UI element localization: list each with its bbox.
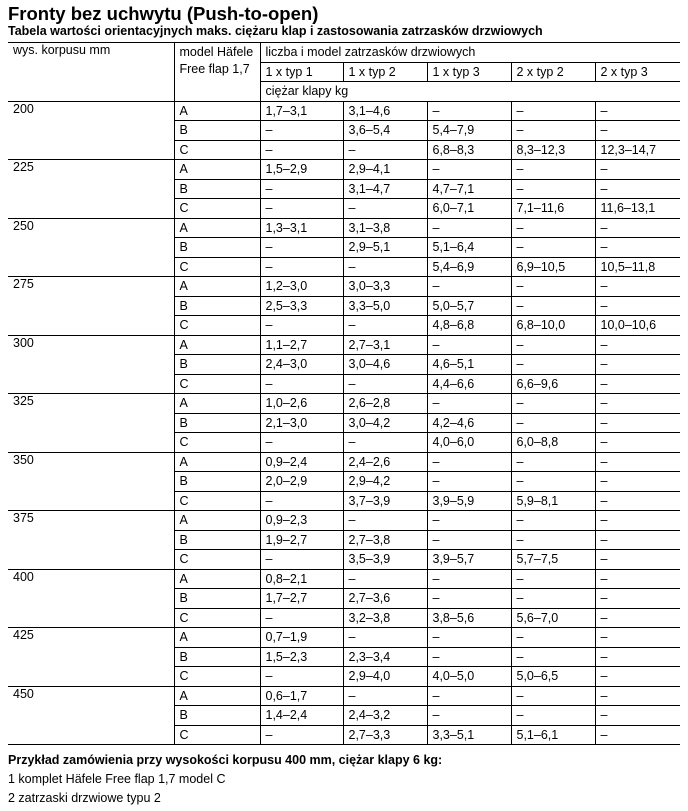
weight-table (8, 42, 680, 745)
weight-cell: 1,5–2,9 (260, 160, 343, 180)
model-cell: B (174, 413, 260, 433)
weight-cell: – (595, 608, 680, 628)
model-cell: C (174, 667, 260, 687)
weight-cell: – (595, 628, 680, 648)
weight-cell: 3,6–5,4 (343, 121, 427, 141)
weight-cell: – (343, 140, 427, 160)
height-cell: 300 (8, 335, 174, 394)
weight-cell: 0,9–2,3 (260, 511, 343, 531)
weight-cell: – (595, 589, 680, 609)
weight-cell: – (260, 433, 343, 453)
weight-cell: – (595, 374, 680, 394)
height-cell: 350 (8, 452, 174, 511)
weight-cell: 0,9–2,4 (260, 452, 343, 472)
header-type: 1 x typ 1 (260, 62, 343, 82)
model-cell: B (174, 589, 260, 609)
model-cell: A (174, 160, 260, 180)
model-cell: A (174, 686, 260, 706)
model-cell: B (174, 647, 260, 667)
weight-cell: – (427, 511, 511, 531)
weight-cell: 2,9–4,1 (343, 160, 427, 180)
weight-cell: – (260, 608, 343, 628)
weight-cell: 1,0–2,6 (260, 394, 343, 414)
weight-cell: – (595, 238, 680, 258)
weight-cell: – (427, 628, 511, 648)
model-cell: B (174, 296, 260, 316)
weight-cell: – (343, 511, 427, 531)
weight-cell: – (595, 667, 680, 687)
weight-cell: – (511, 218, 595, 238)
weight-cell: – (427, 530, 511, 550)
weight-cell: – (427, 394, 511, 414)
weight-cell: – (595, 511, 680, 531)
weight-cell: 3,1–4,7 (343, 179, 427, 199)
example-heading: Przykład zamówienia przy wysokości korpusu 400 mm, ciężar klapy 6 kg: (8, 753, 443, 767)
height-cell: 450 (8, 686, 174, 745)
weight-cell: 5,4–7,9 (427, 121, 511, 141)
weight-cell: 3,2–3,8 (343, 608, 427, 628)
weight-cell: – (511, 706, 595, 726)
weight-cell: 3,5–3,9 (343, 550, 427, 570)
weight-cell: – (427, 277, 511, 297)
weight-cell: 3,0–4,2 (343, 413, 427, 433)
model-cell: B (174, 706, 260, 726)
weight-cell: – (511, 452, 595, 472)
height-cell: 425 (8, 628, 174, 687)
weight-cell: 1,5–2,3 (260, 647, 343, 667)
table-row (8, 628, 680, 648)
weight-cell: – (343, 628, 427, 648)
page-title: Fronty bez uchwytu (Push-to-open) (8, 3, 319, 24)
weight-cell: – (595, 277, 680, 297)
weight-cell: 2,9–4,0 (343, 667, 427, 687)
table-row (8, 511, 680, 531)
weight-cell: – (260, 121, 343, 141)
weight-cell: – (427, 647, 511, 667)
weight-cell: – (511, 121, 595, 141)
weight-cell: – (595, 413, 680, 433)
weight-cell: – (595, 218, 680, 238)
header-group: liczba i model zatrzasków drzwiowych (260, 43, 680, 63)
model-cell: A (174, 218, 260, 238)
model-cell: B (174, 179, 260, 199)
weight-cell: – (595, 296, 680, 316)
table-row (8, 686, 680, 706)
weight-cell: – (260, 316, 343, 336)
weight-cell: 4,6–5,1 (427, 355, 511, 375)
model-cell: A (174, 511, 260, 531)
weight-cell: 2,9–5,1 (343, 238, 427, 258)
example-line: 1 komplet Häfele Free flap 1,7 model C (8, 772, 226, 786)
weight-cell: 11,6–13,1 (595, 199, 680, 219)
model-cell: C (174, 199, 260, 219)
model-cell: A (174, 277, 260, 297)
table-row (8, 569, 680, 589)
weight-cell: – (511, 413, 595, 433)
height-cell: 375 (8, 511, 174, 570)
weight-cell: 2,4–3,0 (260, 355, 343, 375)
weight-cell: – (595, 647, 680, 667)
weight-cell: 5,0–5,7 (427, 296, 511, 316)
height-cell: 400 (8, 569, 174, 628)
weight-cell: 3,9–5,7 (427, 550, 511, 570)
weight-cell: – (511, 101, 595, 121)
weight-cell: 0,8–2,1 (260, 569, 343, 589)
weight-cell: – (511, 569, 595, 589)
weight-cell: – (260, 374, 343, 394)
model-cell: C (174, 374, 260, 394)
weight-cell: 2,9–4,2 (343, 472, 427, 492)
weight-cell: 10,5–11,8 (595, 257, 680, 277)
table-row (8, 335, 680, 355)
header-type: 2 x typ 3 (595, 62, 680, 82)
weight-cell: 2,1–3,0 (260, 413, 343, 433)
weight-cell: – (511, 472, 595, 492)
weight-cell: – (511, 277, 595, 297)
weight-cell: 5,9–8,1 (511, 491, 595, 511)
table-row (8, 160, 680, 180)
weight-cell: – (260, 491, 343, 511)
weight-cell: 4,4–6,6 (427, 374, 511, 394)
weight-cell: – (511, 589, 595, 609)
weight-cell: – (595, 706, 680, 726)
weight-cell: – (511, 335, 595, 355)
model-cell: C (174, 491, 260, 511)
weight-cell: 3,0–3,3 (343, 277, 427, 297)
weight-cell: 1,4–2,4 (260, 706, 343, 726)
weight-cell: – (427, 452, 511, 472)
weight-cell: 2,7–3,8 (343, 530, 427, 550)
weight-cell: – (427, 706, 511, 726)
weight-cell: – (511, 647, 595, 667)
weight-cell: 3,8–5,6 (427, 608, 511, 628)
weight-cell: – (595, 686, 680, 706)
weight-cell: – (595, 569, 680, 589)
weight-cell: 2,0–2,9 (260, 472, 343, 492)
weight-cell: – (427, 686, 511, 706)
weight-cell: 5,1–6,4 (427, 238, 511, 258)
weight-cell: – (595, 530, 680, 550)
weight-cell: 1,3–3,1 (260, 218, 343, 238)
model-cell: B (174, 472, 260, 492)
model-cell: A (174, 335, 260, 355)
table-subtitle: Tabela wartości orientacyjnych maks. ciężaru klap i zastosowania zatrzasków drzwiowych (8, 24, 543, 38)
weight-cell: – (427, 472, 511, 492)
weight-cell: 0,7–1,9 (260, 628, 343, 648)
model-cell: C (174, 257, 260, 277)
header-type: 1 x typ 3 (427, 62, 511, 82)
weight-cell: 6,0–7,1 (427, 199, 511, 219)
weight-cell: – (511, 160, 595, 180)
weight-cell: 5,1–6,1 (511, 725, 595, 745)
weight-cell: 7,1–11,6 (511, 199, 595, 219)
weight-cell: – (343, 374, 427, 394)
weight-cell: – (595, 121, 680, 141)
model-cell: B (174, 530, 260, 550)
table-body (8, 101, 680, 745)
weight-cell: 5,6–7,0 (511, 608, 595, 628)
weight-cell: – (595, 394, 680, 414)
example-line: 2 zatrzaski drzwiowe typu 2 (8, 791, 161, 805)
weight-cell: 3,1–3,8 (343, 218, 427, 238)
model-cell: A (174, 569, 260, 589)
weight-cell: 3,3–5,1 (427, 725, 511, 745)
model-cell: C (174, 550, 260, 570)
weight-cell: 2,5–3,3 (260, 296, 343, 316)
weight-cell: – (343, 686, 427, 706)
weight-cell: – (511, 238, 595, 258)
height-cell: 200 (8, 101, 174, 160)
model-cell: B (174, 121, 260, 141)
weight-cell: – (511, 530, 595, 550)
model-cell: A (174, 394, 260, 414)
weight-cell: 2,6–2,8 (343, 394, 427, 414)
weight-cell: 3,1–4,6 (343, 101, 427, 121)
header-weight: ciężar klapy kg (260, 82, 680, 102)
weight-cell: 3,0–4,6 (343, 355, 427, 375)
weight-cell: 6,6–9,6 (511, 374, 595, 394)
weight-cell: – (595, 491, 680, 511)
table-row (8, 277, 680, 297)
weight-cell: 3,3–5,0 (343, 296, 427, 316)
weight-cell: 1,1–2,7 (260, 335, 343, 355)
weight-cell: 5,0–6,5 (511, 667, 595, 687)
order-example (8, 751, 442, 808)
weight-cell: 2,7–3,3 (343, 725, 427, 745)
weight-cell: 2,7–3,6 (343, 589, 427, 609)
model-cell: B (174, 238, 260, 258)
weight-cell: – (427, 218, 511, 238)
weight-cell: – (260, 179, 343, 199)
weight-cell: – (511, 394, 595, 414)
weight-cell: – (595, 725, 680, 745)
weight-cell: 4,0–6,0 (427, 433, 511, 453)
weight-cell: – (427, 335, 511, 355)
weight-cell: 6,8–10,0 (511, 316, 595, 336)
weight-cell: 6,0–8,8 (511, 433, 595, 453)
weight-cell: – (511, 355, 595, 375)
weight-cell: 2,4–2,6 (343, 452, 427, 472)
weight-cell: – (427, 589, 511, 609)
table-row (8, 218, 680, 238)
weight-cell: – (343, 569, 427, 589)
weight-cell: 4,0–5,0 (427, 667, 511, 687)
weight-cell: – (260, 199, 343, 219)
weight-cell: 4,2–4,6 (427, 413, 511, 433)
weight-cell: – (343, 199, 427, 219)
weight-cell: 2,4–3,2 (343, 706, 427, 726)
model-cell: A (174, 452, 260, 472)
weight-cell: – (595, 472, 680, 492)
table-row (8, 101, 680, 121)
weight-cell: 10,0–10,6 (595, 316, 680, 336)
weight-cell: – (595, 452, 680, 472)
weight-cell: – (427, 569, 511, 589)
model-cell: A (174, 628, 260, 648)
weight-cell: 4,7–7,1 (427, 179, 511, 199)
weight-cell: – (511, 628, 595, 648)
height-cell: 325 (8, 394, 174, 453)
weight-cell: 12,3–14,7 (595, 140, 680, 160)
model-cell: C (174, 608, 260, 628)
weight-cell: – (595, 160, 680, 180)
header-type: 1 x typ 2 (343, 62, 427, 82)
weight-cell: – (595, 101, 680, 121)
weight-cell: – (260, 550, 343, 570)
table-row (8, 394, 680, 414)
weight-cell: – (343, 433, 427, 453)
weight-cell: – (343, 316, 427, 336)
weight-cell: 5,4–6,9 (427, 257, 511, 277)
weight-cell: 8,3–12,3 (511, 140, 595, 160)
weight-cell: – (260, 140, 343, 160)
height-cell: 250 (8, 218, 174, 277)
weight-cell: – (343, 257, 427, 277)
weight-cell: 1,9–2,7 (260, 530, 343, 550)
weight-cell: – (260, 725, 343, 745)
weight-cell: 2,3–3,4 (343, 647, 427, 667)
weight-cell: – (427, 160, 511, 180)
model-cell: C (174, 140, 260, 160)
table-row (8, 452, 680, 472)
model-cell: A (174, 101, 260, 121)
weight-cell: – (595, 335, 680, 355)
header-model: model Häfele Free flap 1,7 (174, 43, 260, 102)
model-cell: C (174, 316, 260, 336)
weight-cell: 3,7–3,9 (343, 491, 427, 511)
weight-cell: 4,8–6,8 (427, 316, 511, 336)
weight-cell: 6,8–8,3 (427, 140, 511, 160)
height-cell: 275 (8, 277, 174, 336)
weight-cell: 3,9–5,9 (427, 491, 511, 511)
weight-cell: 0,6–1,7 (260, 686, 343, 706)
weight-cell: 5,7–7,5 (511, 550, 595, 570)
weight-cell: 6,9–10,5 (511, 257, 595, 277)
weight-cell: – (260, 257, 343, 277)
weight-cell: – (595, 179, 680, 199)
weight-cell: – (511, 511, 595, 531)
weight-cell: – (595, 550, 680, 570)
weight-cell: – (511, 179, 595, 199)
weight-cell: – (511, 296, 595, 316)
weight-cell: – (595, 355, 680, 375)
weight-cell: 1,7–3,1 (260, 101, 343, 121)
weight-cell: – (260, 238, 343, 258)
header-height: wys. korpusu mm (8, 43, 174, 102)
weight-cell: 2,7–3,1 (343, 335, 427, 355)
weight-cell: 1,7–2,7 (260, 589, 343, 609)
model-cell: B (174, 355, 260, 375)
weight-cell: – (260, 667, 343, 687)
weight-cell: – (427, 101, 511, 121)
weight-cell: – (595, 433, 680, 453)
weight-cell: 1,2–3,0 (260, 277, 343, 297)
height-cell: 225 (8, 160, 174, 219)
model-cell: C (174, 725, 260, 745)
weight-cell: – (511, 686, 595, 706)
model-cell: C (174, 433, 260, 453)
header-type: 2 x typ 2 (511, 62, 595, 82)
